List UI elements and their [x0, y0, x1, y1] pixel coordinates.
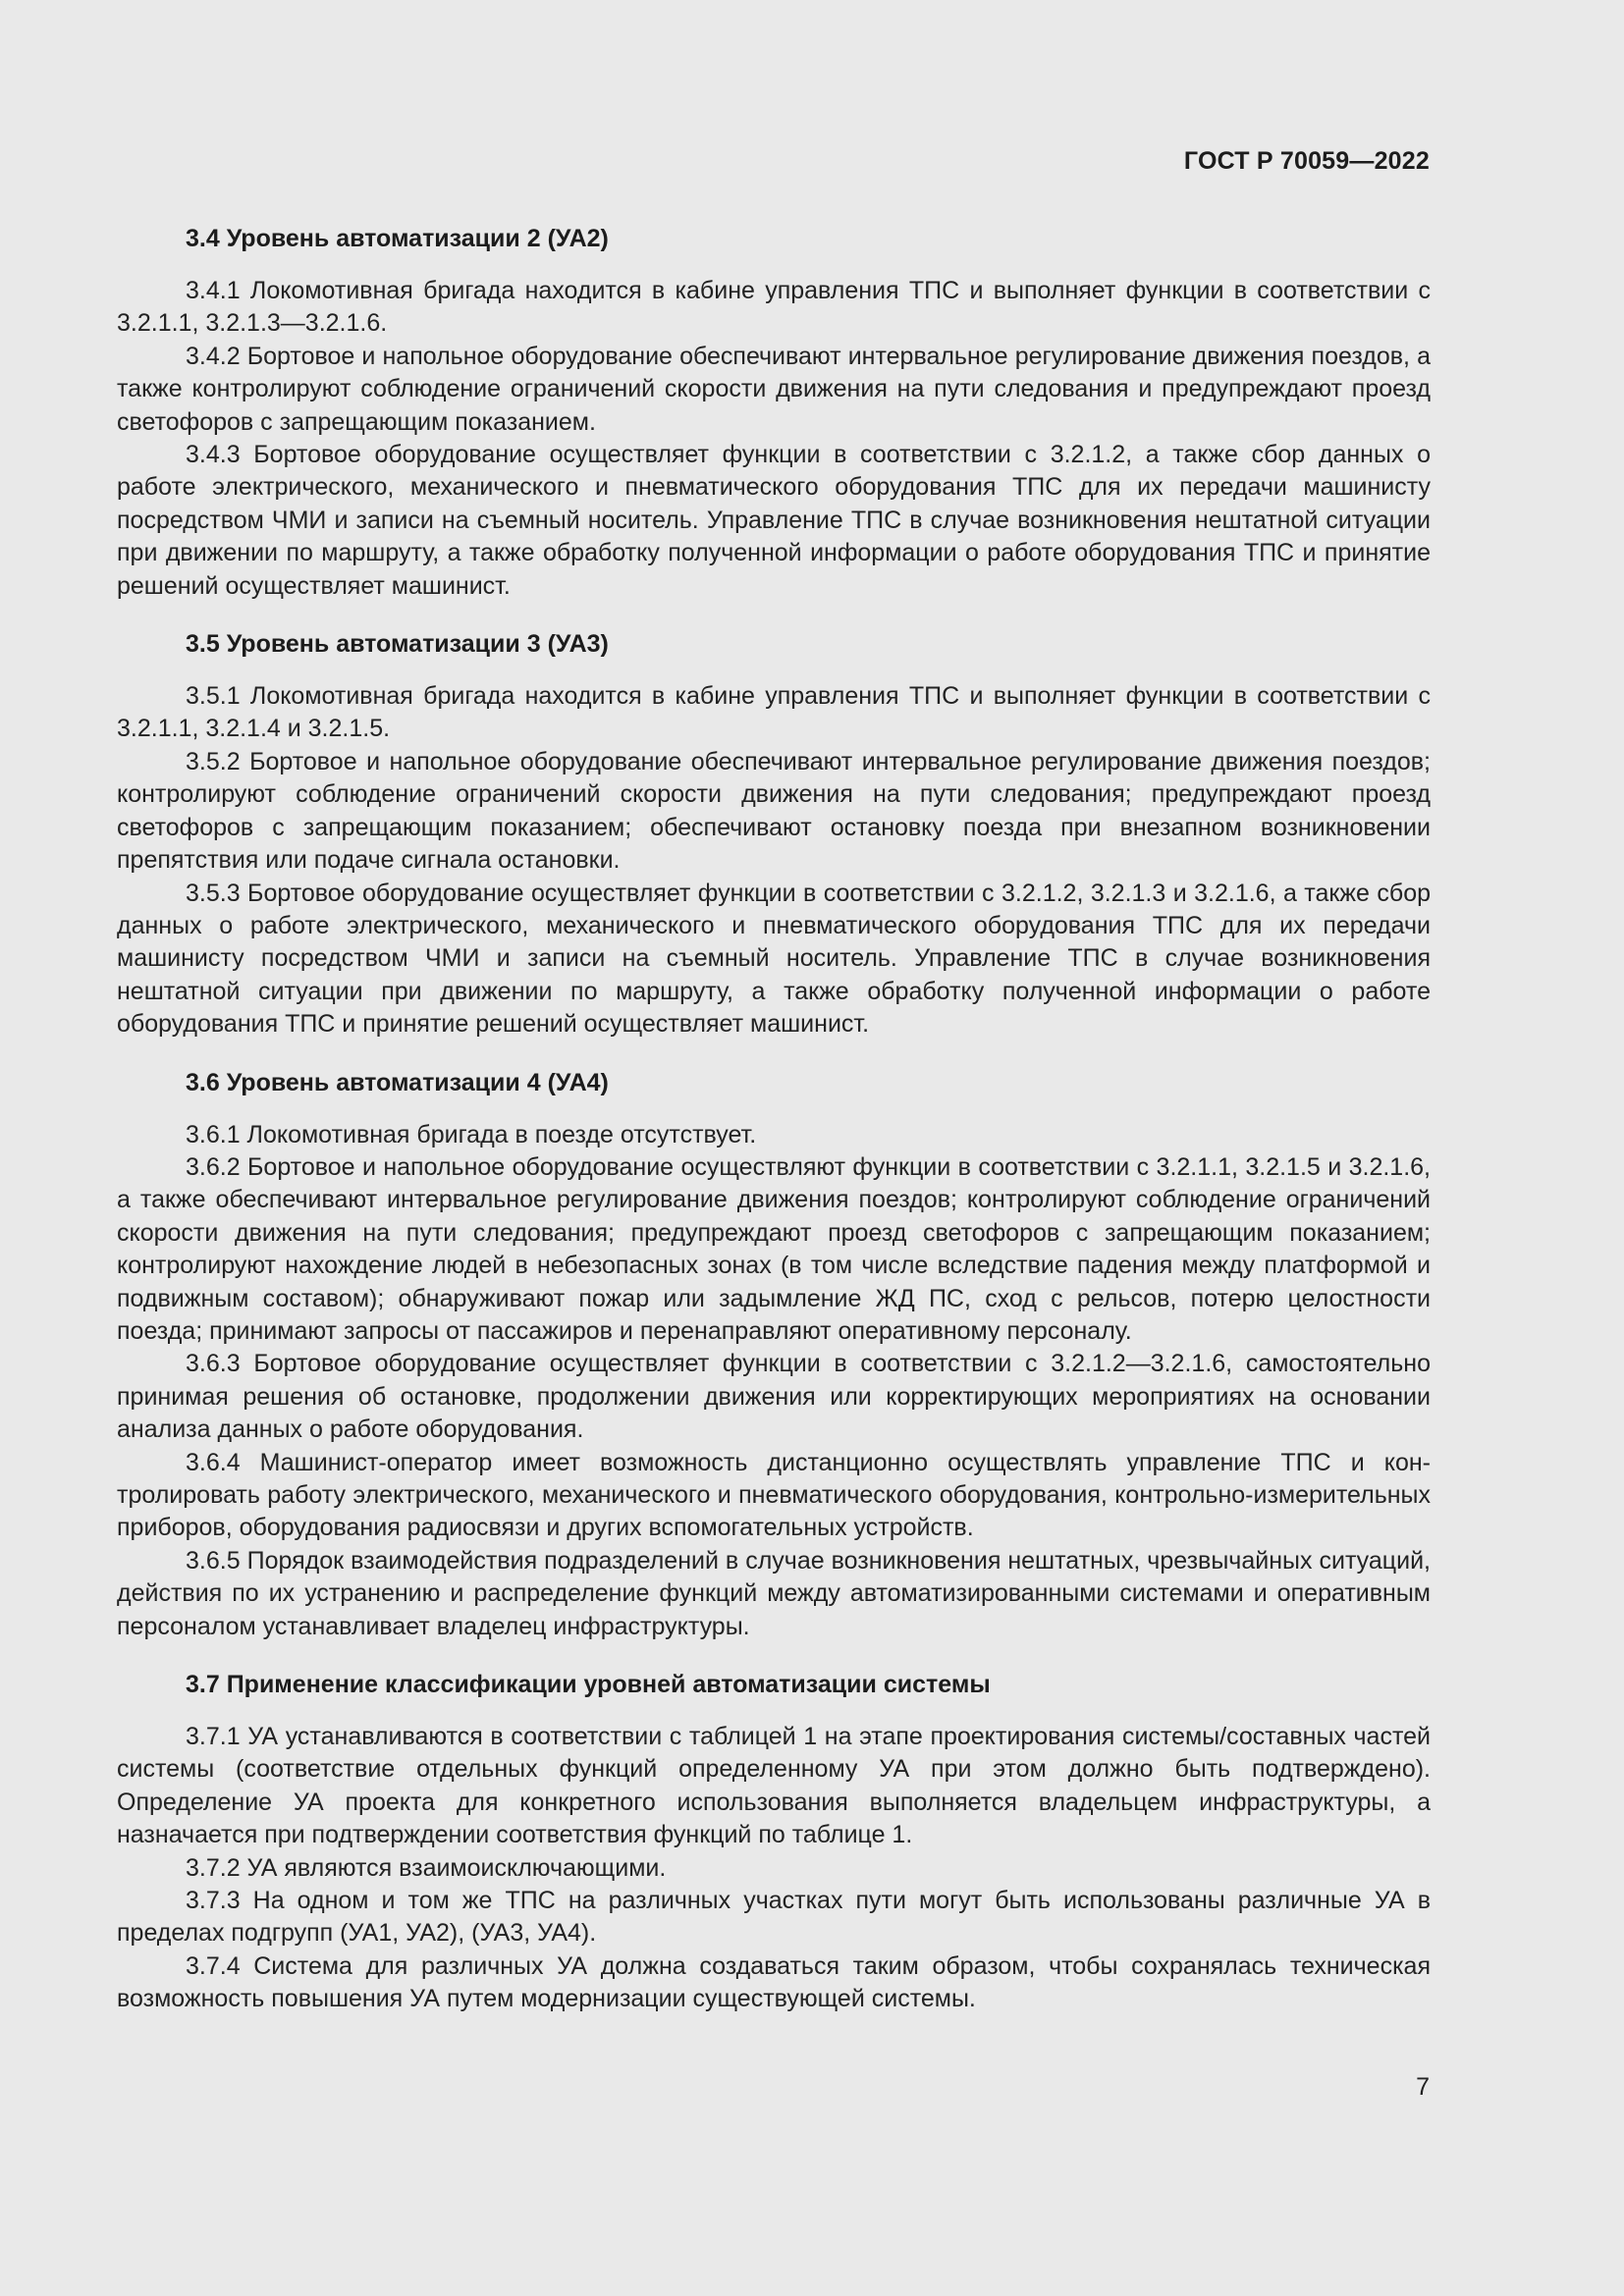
paragraph: 3.5.1 Локомотивная бригада находится в кабине управления ТПС и выполняет функции в соответствии с 3.2.1.1, 3.2.1.4 и 3.2.1.5.: [117, 682, 1431, 743]
paragraph: 3.6.1 Локомотивная бригада в поезде отсутствует.: [186, 1120, 757, 1148]
paragraph: 3.5.3 Бортовое оборудование осуществляет функции в соответствии с 3.2.1.2, 3.2.1.3 и 3.2.1.6, а также сбор данных о работе электрического, механического и пневматического оборудования ТПС для их передачи машинисту посредством ЧМИ и записи на съемный носитель. Управление ТПС в случае возникновения нештатной ситуации при движении по маршруту, а также обработку полученной информации о работе оборудования ТПС и принятие решений осуществляет машинист.: [117, 879, 1431, 1039]
section-3-6: [117, 1066, 1431, 1644]
paragraph: 3.7.2 УА являются взаимоисключающими.: [186, 1853, 667, 1882]
section-heading: 3.7 Применение классификации уровней автоматизации системы: [186, 1671, 991, 1699]
section-3-4: [117, 222, 1431, 603]
standard-code-header: ГОСТ Р 70059—2022: [1183, 147, 1430, 175]
section-3-7: [117, 1668, 1431, 2016]
paragraph: 3.6.3 Бортовое оборудование осуществляет функции в соответствии с 3.2.1.2—3.2.1.6, самостоятельно принимая решения об остановке, продолжении движения или корректирующих мероприятиях на основании анализа данных о работе оборудования.: [117, 1350, 1431, 1444]
section-heading: 3.4 Уровень автоматизации 2 (УА2): [186, 225, 609, 252]
section-heading: 3.5 Уровень автоматизации 3 (УА3): [186, 630, 609, 659]
paragraph: 3.7.1 УА устанавливаются в соответствии с таблицей 1 на этапе проектирования системы/составных частей системы (соответствие отдельных функций определенному УА при этом должно быть подтверждено). Определение УА проекта для конкретного использования выполняется владельцем инфраструктуры, а назначается при подтверждении соответствия функций по таблице 1.: [117, 1723, 1431, 1849]
paragraph: 3.4.2 Бортовое и напольное оборудование обеспечивают интервальное регулирование движения поездов, а также контролируют соблюдение ограничений скорости движения на пути следования и предупреждают проезд светофоров с запрещающим показанием.: [117, 342, 1431, 436]
paragraph: 3.7.4 Система для различных УА должна создаваться таким образом, чтобы сохранялась техническая возможность повышения УА путем модернизации существующей системы.: [117, 1951, 1431, 2013]
paragraph: 3.6.5 Порядок взаимодействия подразделений в случае возникновения нештатных, чрезвычайных ситуаций, действия по их устранению и распределение функций между автоматизированными системами и оперативным персоналом устанавливает владелец инфраструктуры.: [117, 1546, 1431, 1640]
paragraph: 3.6.2 Бортовое и напольное оборудование осуществляют функции в соответствии с 3.2.1.1, 3.2.1.5 и 3.2.1.6, а также обеспечивают интервальное регулирование движения поездов; контролируют соблюдение ограничений скорости движения на пути следования; предупреждают проезд светофоров с запрещающим показанием; контролируют нахождение людей в небезопасных зонах (в том числе вследствие падения между платформой и подвижным составом); обнаруживают пожар или задымление ЖД ПС, сход с рельсов, потерю целостности поезда; принимают запросы от пассажиров и перенаправляют оперативному персоналу.: [117, 1152, 1431, 1345]
section-3-5: [117, 627, 1431, 1041]
paragraph: 3.4.1 Локомотивная бригада находится в кабине управления ТПС и выполняет функции в соответствии с 3.2.1.1, 3.2.1.3—3.2.1.6.: [117, 277, 1431, 338]
paragraph: 3.4.3 Бортовое оборудование осуществляет функции в соответствии с 3.2.1.2, а также сбор данных о работе электрического, механического и пневматического оборудования ТПС для их передачи машинисту посредством ЧМИ и записи на съемный носитель. Управление ТПС в случае возникновения нештатной ситуации при движении по маршруту, а также обработку полученной информации о работе оборудования ТПС и принятие решений осуществляет машинист.: [117, 441, 1431, 600]
section-heading: 3.6 Уровень автоматизации 4 (УА4): [186, 1068, 609, 1096]
paragraph: 3.5.2 Бортовое и напольное оборудование обеспечивают интервальное регулирование движения поездов; контролируют соблюдение ограничений скорости движения на пути следования; предупреждают проезд светофоров с запрещающим показанием; обеспечивают остановку поезда при внезапном возникновении препятствия или подаче сигнала остановки.: [117, 747, 1431, 875]
page-content: [117, 222, 1431, 2016]
page-number: 7: [1416, 2073, 1430, 2101]
paragraph: 3.6.4 Машинист-оператор имеет возможность дистанционно осуществлять управление ТПС и контролировать работу электрического, механического и пневматического оборудования, контрольно-измерительных приборов, оборудования радиосвязи и других вспомогательных устройств.: [117, 1448, 1431, 1542]
paragraph: 3.7.3 На одном и том же ТПС на различных участках пути могут быть использованы различные УА в пределах подгрупп (УА1, УА2), (УА3, УА4).: [117, 1887, 1431, 1948]
